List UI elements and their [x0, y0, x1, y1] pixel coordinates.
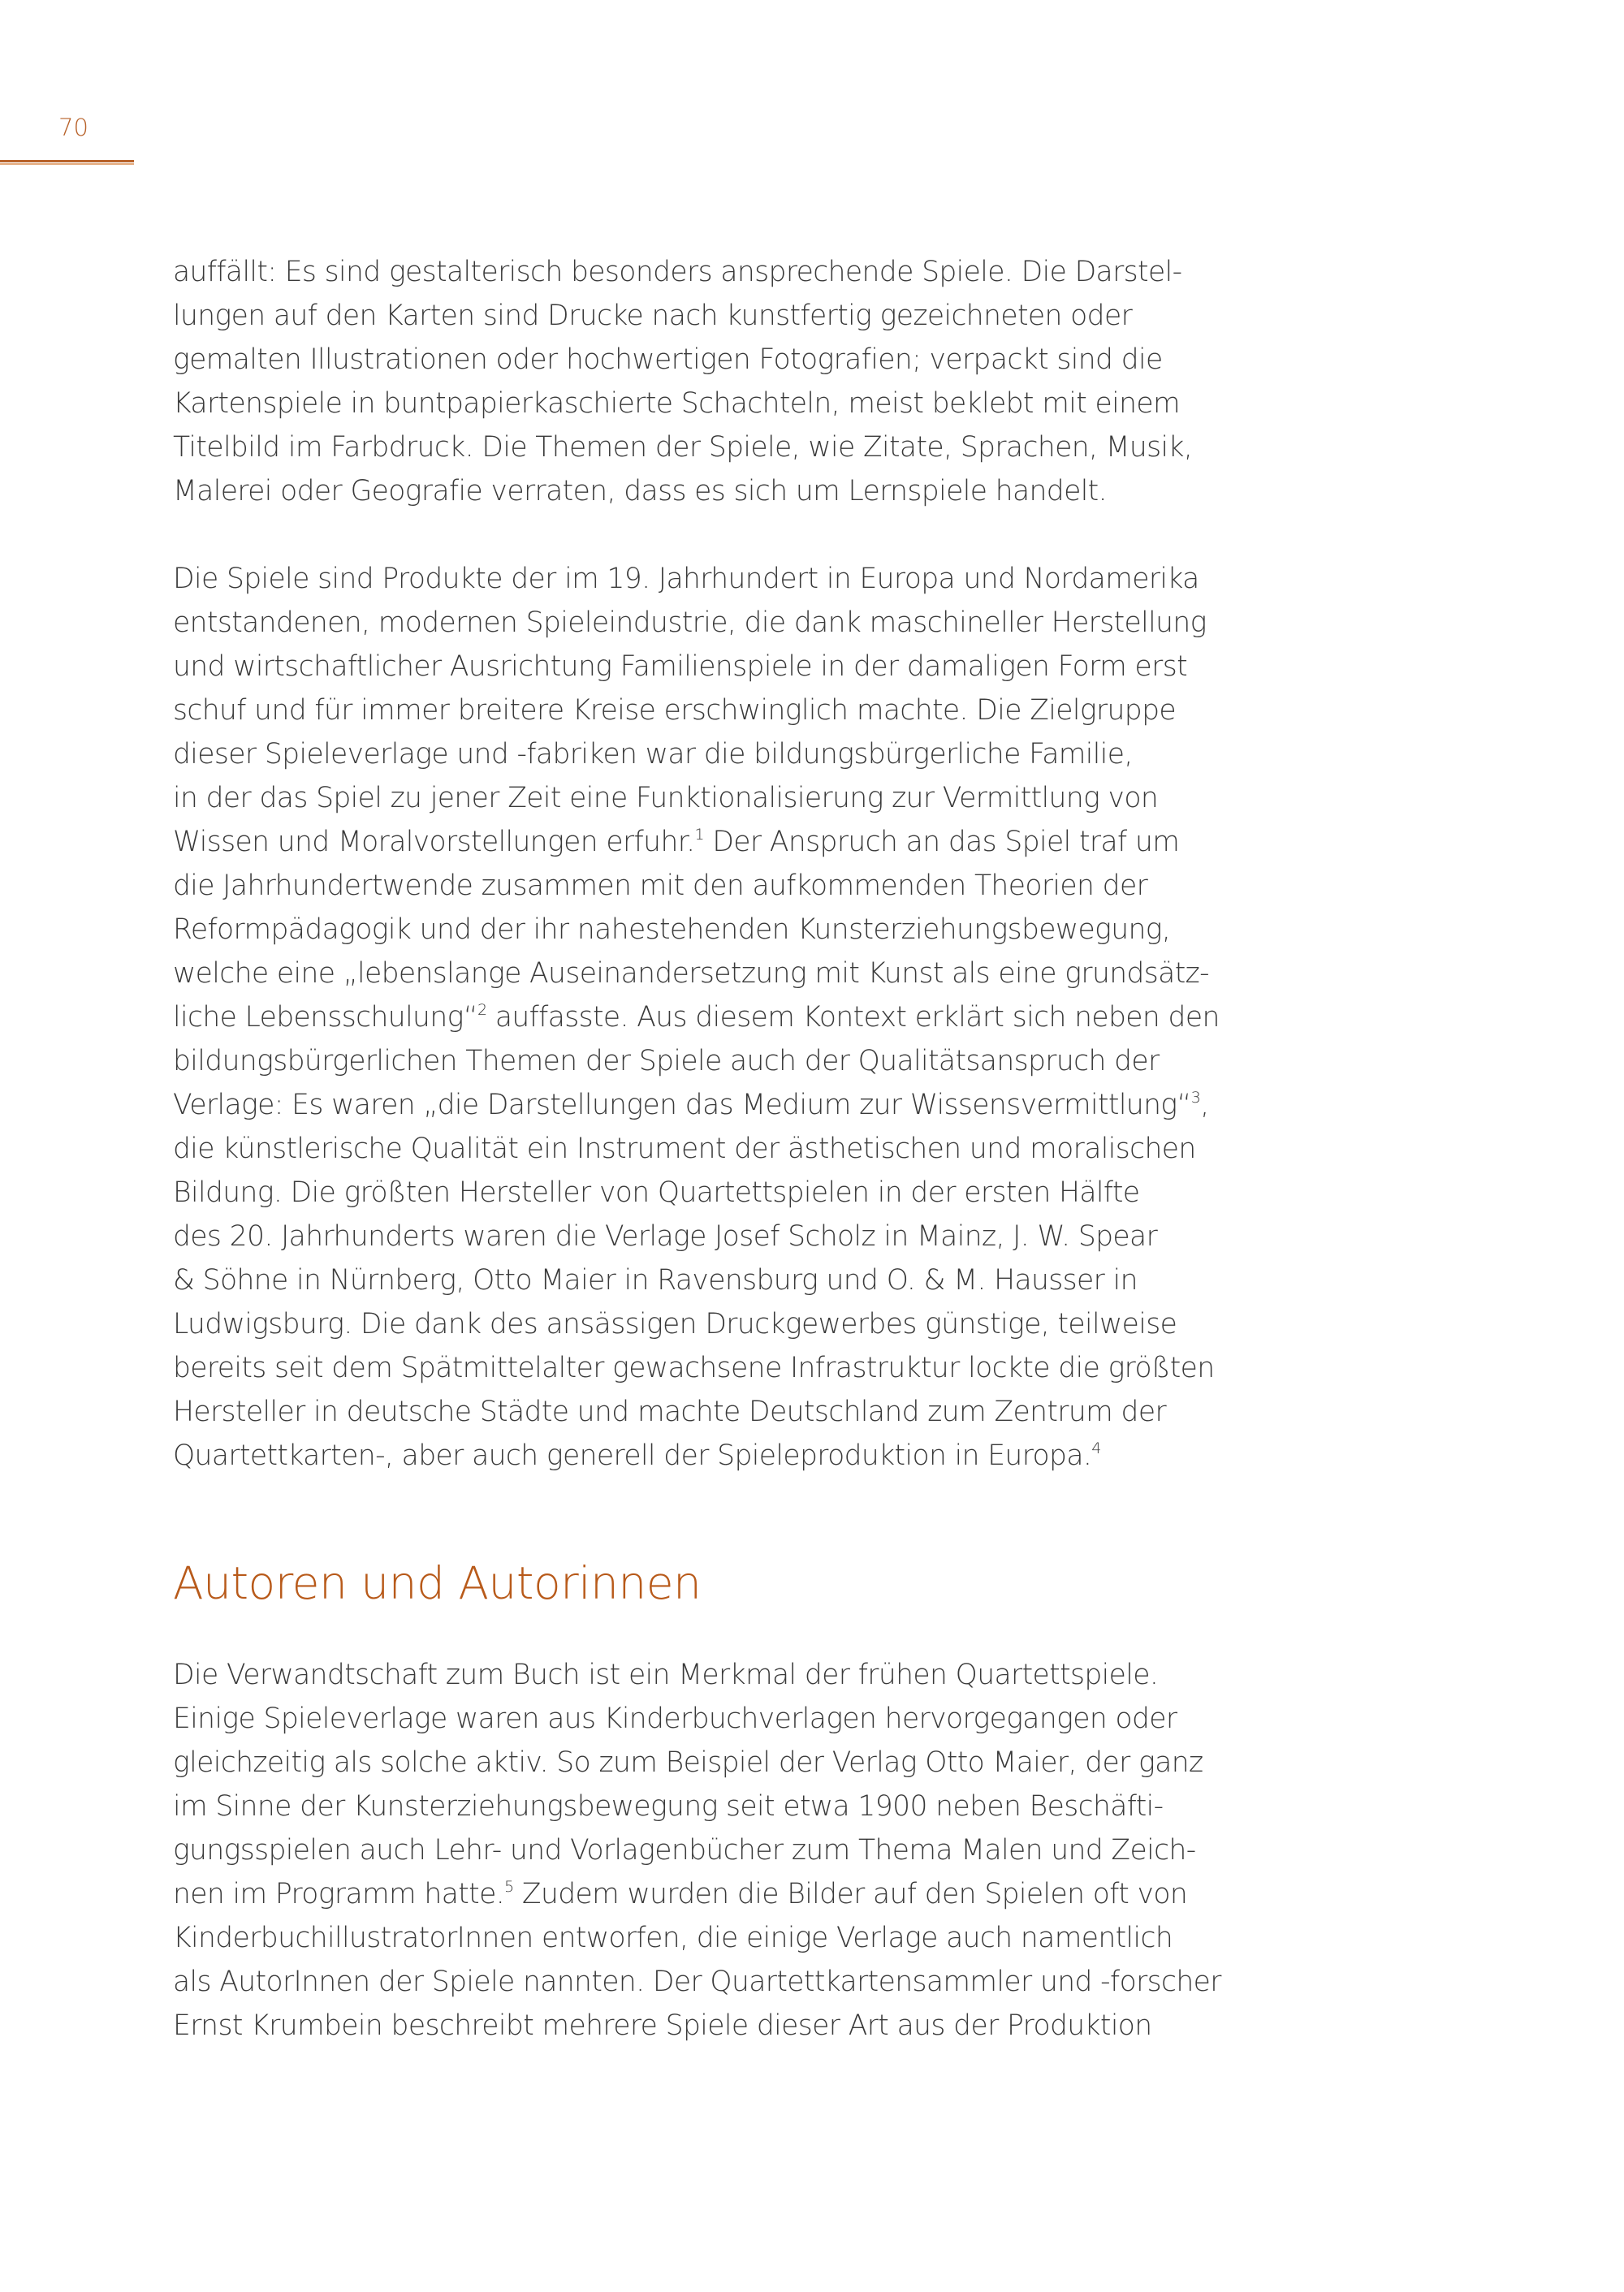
- text-line: [173, 1390, 1310, 1434]
- text-line: [173, 1258, 1310, 1302]
- line-text: Quartettkarten-, aber auch generell der Spieleproduktion in Europa.: [173, 1440, 1092, 1472]
- text-line: [173, 820, 1310, 864]
- line-text: Verlage: Es waren „die Darstellungen das Medium zur Wissensvermittlung“: [173, 1089, 1191, 1121]
- line-text: Einige Spieleverlage waren aus Kinderbuchverlagen hervorgegangen oder: [173, 1703, 1177, 1735]
- text-line: [173, 645, 1310, 688]
- text-line: [173, 1872, 1310, 1916]
- text-line: [173, 1083, 1310, 1127]
- line-text: Ernst Krumbein beschreibt mehrere Spiele dieser Art aus der Produktion: [173, 2009, 1152, 2042]
- footnote-ref[interactable]: 2: [477, 1000, 487, 1019]
- text-line: [173, 382, 1310, 425]
- line-text: liche Lebensschulung“: [173, 1001, 477, 1034]
- text-line: [173, 425, 1310, 469]
- line-text: Reformpädagogik und der ihr nahestehenden Kunsterziehungsbewegung,: [173, 913, 1171, 946]
- line-text: als AutorInnen der Spiele nannten. Der Quartettkartensammler und -forscher: [173, 1966, 1221, 1998]
- text-line: [173, 601, 1310, 645]
- line-text: gungsspielen auch Lehr- und Vorlagenbücher zum Thema Malen und Zeich-: [173, 1834, 1196, 1867]
- line-text-after-footnote: ,: [1200, 1089, 1209, 1121]
- line-text: bildungsbürgerlichen Themen der Spiele auch der Qualitätsanspruch der: [173, 1045, 1160, 1077]
- header-rule-secondary: [0, 163, 134, 165]
- footnote-ref[interactable]: 4: [1091, 1439, 1101, 1457]
- line-text: bereits seit dem Spätmittelalter gewachsene Infrastruktur lockte die größten: [173, 1352, 1215, 1384]
- page-number: 70: [58, 114, 89, 141]
- text-line: [173, 2004, 1310, 2048]
- line-text: Die Verwandtschaft zum Buch ist ein Merkmal der frühen Quartettspiele.: [173, 1659, 1159, 1691]
- text-line: [173, 1127, 1310, 1171]
- footnote-ref[interactable]: 5: [504, 1877, 514, 1896]
- paragraph-2: [173, 557, 1310, 1478]
- line-text: Bildung. Die größten Hersteller von Quartettspielen in der ersten Hälfte: [173, 1176, 1140, 1209]
- line-text: gemalten Illustrationen oder hochwertigen Fotografien; verpackt sind die: [173, 343, 1163, 376]
- text-line: [173, 1039, 1310, 1083]
- line-text: Wissen und Moralvorstellungen erfuhr.: [173, 826, 695, 858]
- text-line: [173, 1697, 1310, 1741]
- text-line: [173, 864, 1310, 908]
- line-text: im Sinne der Kunsterziehungsbewegung seit etwa 1900 neben Beschäfti-: [173, 1790, 1164, 1823]
- line-text: auffällt: Es sind gestalterisch besonders ansprechende Spiele. Die Darstel-: [173, 256, 1182, 288]
- line-text: Titelbild im Farbdruck. Die Themen der Spiele, wie Zitate, Sprachen, Musik,: [173, 431, 1193, 464]
- line-text: lungen auf den Karten sind Drucke nach kunstfertig gezeichneten oder: [173, 300, 1133, 332]
- line-text-after-footnote: Der Anspruch an das Spiel traf um: [703, 826, 1180, 858]
- line-text: die Jahrhundertwende zusammen mit den aufkommenden Theorien der: [173, 870, 1148, 902]
- text-line: [173, 1653, 1310, 1697]
- line-text-after-footnote: Zudem wurden die Bilder auf den Spielen oft von: [513, 1878, 1188, 1910]
- paragraph-1: [173, 250, 1310, 513]
- footnote-ref[interactable]: 3: [1190, 1088, 1201, 1107]
- text-line: [173, 1171, 1310, 1215]
- line-text: und wirtschaftlicher Ausrichtung Familienspiele in der damaligen Form erst: [173, 650, 1188, 683]
- text-line: [173, 1828, 1310, 1872]
- text-line: [173, 1916, 1310, 1960]
- line-text: gleichzeitig als solche aktiv. So zum Beispiel der Verlag Otto Maier, der ganz: [173, 1746, 1203, 1779]
- text-line: [173, 908, 1310, 952]
- line-text: dieser Spieleverlage und -fabriken war die bildungsbürgerliche Familie,: [173, 738, 1133, 770]
- text-line: [173, 1346, 1310, 1390]
- line-text: Hersteller in deutsche Städte und machte Deutschland zum Zentrum der: [173, 1396, 1167, 1428]
- text-line: [173, 338, 1310, 382]
- text-line: [173, 294, 1310, 338]
- text-line: [173, 1741, 1310, 1785]
- text-line: [173, 776, 1310, 820]
- text-line: [173, 250, 1310, 294]
- text-line: [173, 1302, 1310, 1346]
- header-rule: [0, 160, 134, 162]
- line-text: Kartenspiele in buntpapierkaschierte Schachteln, meist beklebt mit einem: [173, 387, 1181, 420]
- footnote-ref[interactable]: 1: [694, 825, 704, 844]
- line-text: des 20. Jahrhunderts waren die Verlage Josef Scholz in Mainz, J. W. Spear: [173, 1220, 1158, 1253]
- line-text: in der das Spiel zu jener Zeit eine Funktionalisierung zur Vermittlung von: [173, 782, 1159, 814]
- text-line: [173, 1215, 1310, 1258]
- line-text: & Söhne in Nürnberg, Otto Maier in Ravensburg und O. & M. Hausser in: [173, 1264, 1138, 1297]
- line-text: die künstlerische Qualität ein Instrument der ästhetischen und moralischen: [173, 1133, 1196, 1165]
- text-line: [173, 688, 1310, 732]
- line-text: Die Spiele sind Produkte der im 19. Jahrhundert in Europa und Nordamerika: [173, 563, 1199, 595]
- section-heading: Autoren und Autorinnen: [173, 1557, 702, 1609]
- line-text: Malerei oder Geografie verraten, dass es sich um Lernspiele handelt.: [173, 475, 1107, 507]
- text-line: [173, 469, 1310, 513]
- line-text: schuf und für immer breitere Kreise erschwinglich machte. Die Zielgruppe: [173, 694, 1177, 727]
- text-line: [173, 1960, 1310, 2004]
- text-line: [173, 557, 1310, 601]
- line-text: KinderbuchillustratorInnen entworfen, die einige Verlage auch namentlich: [173, 1922, 1173, 1954]
- line-text: welche eine „lebenslange Auseinandersetzung mit Kunst als eine grundsätz-: [173, 957, 1209, 990]
- paragraph-3: [173, 1653, 1310, 2048]
- text-line: [173, 1785, 1310, 1828]
- text-line: [173, 1434, 1310, 1478]
- line-text: nen im Programm hatte.: [173, 1878, 505, 1910]
- line-text: Ludwigsburg. Die dank des ansässigen Druckgewerbes günstige, teilweise: [173, 1308, 1177, 1340]
- text-line: [173, 732, 1310, 776]
- line-text: entstandenen, modernen Spieleindustrie, die dank maschineller Herstellung: [173, 606, 1207, 639]
- line-text-after-footnote: auffasste. Aus diesem Kontext erklärt sich neben den: [486, 1001, 1220, 1034]
- text-line: [173, 952, 1310, 995]
- text-line: [173, 995, 1310, 1039]
